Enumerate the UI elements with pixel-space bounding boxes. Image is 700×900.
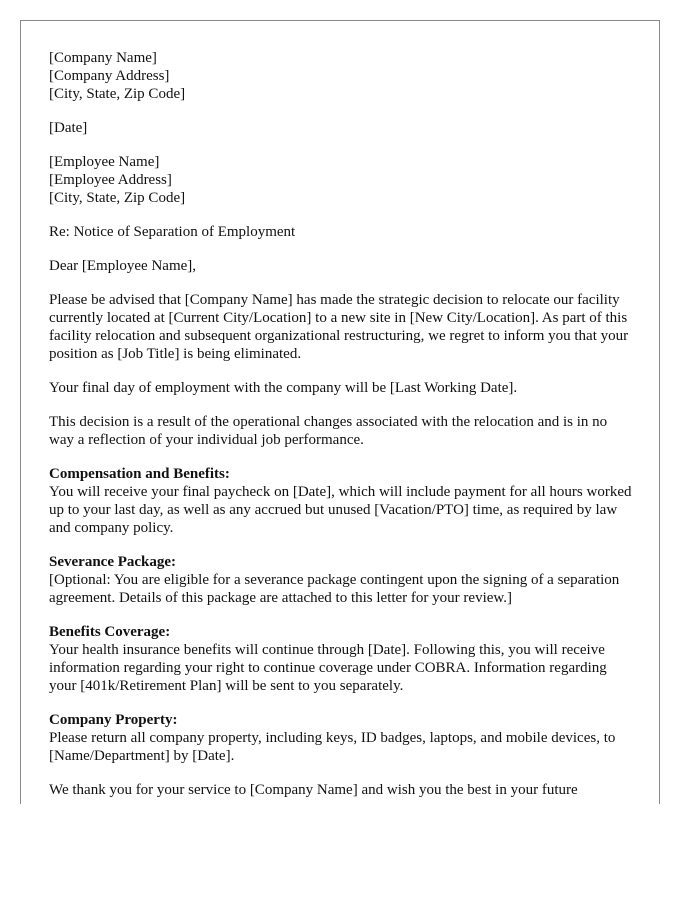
section-text: Please return all company property, including keys, ID badges, laptops, and mobile devices, to [Name/Department] by [Date]. (49, 730, 616, 764)
sender-block (49, 49, 633, 103)
section-heading: Benefits Coverage: (49, 624, 171, 640)
section-heading: Severance Package: (49, 554, 177, 570)
reason-paragraph: This decision is a result of the operational changes associated with the relocation and is in no way a reflection of your individual job performance. (49, 414, 608, 448)
sender-city-state-zip: [City, State, Zip Code] (49, 86, 186, 102)
section-heading: Compensation and Benefits: (49, 466, 230, 482)
letter-date: [Date] (49, 120, 88, 136)
sender-company-name: [Company Name] (49, 50, 157, 66)
letter-content (49, 49, 633, 804)
section-compensation (49, 465, 633, 537)
section-text: [Optional: You are eligible for a severance package contingent upon the signing of a separation agreement. Details of this package are attached to this letter for your review.] (49, 572, 620, 606)
subject-line: Re: Notice of Separation of Employment (49, 224, 296, 240)
salutation: Dear [Employee Name], (49, 258, 197, 274)
recipient-employee-name: [Employee Name] (49, 154, 160, 170)
closing-paragraph: We thank you for your service to [Company Name] and wish you the best in your future (49, 782, 578, 798)
section-company-property (49, 711, 633, 765)
section-severance (49, 553, 633, 607)
section-text: Your health insurance benefits will continue through [Date]. Following this, you will receive information regarding your right to continue coverage under COBRA. Information regarding your [401k/Retirement Plan] will be sent to you separately. (49, 642, 607, 694)
section-text: You will receive your final paycheck on [Date], which will include payment for all hours worked up to your last day, as well as any accrued but unused [Vacation/PTO] time, as required by law and company policy. (49, 484, 632, 536)
intro-paragraph: Please be advised that [Company Name] has made the strategic decision to relocate our facility currently located at [Current City/Location] to a new site in [New City/Location]. As part of this facility relocation and subsequent organizational restructuring, we regret to inform you that your position as [Job Title] is being eliminated. (49, 292, 629, 362)
recipient-employee-address: [Employee Address] (49, 172, 172, 188)
date-block (49, 119, 633, 137)
final-day-paragraph: Your final day of employment with the company will be [Last Working Date]. (49, 380, 518, 396)
letter-page (20, 20, 660, 804)
recipient-block (49, 153, 633, 207)
section-heading: Company Property: (49, 712, 178, 728)
recipient-city-state-zip: [City, State, Zip Code] (49, 190, 186, 206)
sender-company-address: [Company Address] (49, 68, 170, 84)
section-benefits-coverage (49, 623, 633, 695)
